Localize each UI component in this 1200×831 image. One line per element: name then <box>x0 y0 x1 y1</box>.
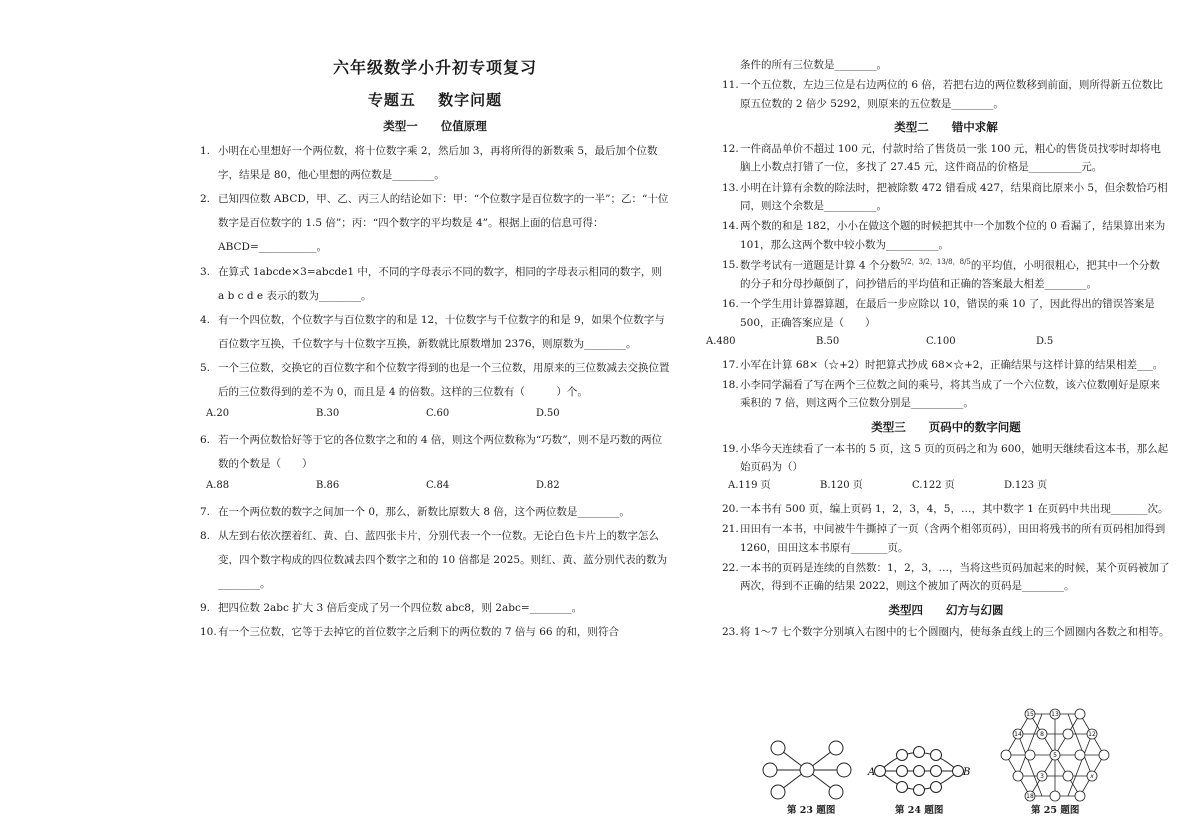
section-heading-2: 类型二 错中求解 <box>894 120 998 135</box>
option-d: D.123 页 <box>1004 480 1048 492</box>
option-c: C.60 <box>426 408 450 420</box>
question-21 <box>722 520 1170 557</box>
question-text: 小明在计算有余数的除法时，把被除数 472 错看成 427，结果商比原来小 5，但余数恰巧相同，则这个余数是__________。 <box>740 181 1168 213</box>
question-number: 22. <box>722 562 739 574</box>
label-a: A <box>868 767 876 778</box>
option-b: B.120 页 <box>820 480 863 492</box>
question-number: 21. <box>722 523 739 536</box>
right-column <box>706 56 1170 643</box>
question-number: 14. <box>722 220 739 233</box>
fig25-unknown: x <box>1090 773 1094 781</box>
fraction-list: 5/2，3/2，13/8，8/5 <box>900 258 971 267</box>
question-15 <box>722 256 1170 293</box>
question-text: 条件的所有三位数是________。 <box>740 59 887 71</box>
option-a: A.480 <box>706 336 736 348</box>
fig25-number: 15 <box>1026 711 1034 719</box>
question-10-continued <box>722 56 1170 74</box>
option-b: B.50 <box>816 336 840 348</box>
question-22 <box>722 559 1170 596</box>
question-number: 3. <box>200 265 211 278</box>
question-5-options <box>206 406 670 422</box>
fig25-number: 13 <box>1051 711 1059 719</box>
figure-25-diagram <box>1000 708 1110 802</box>
question-16 <box>722 295 1170 332</box>
question-6-options <box>206 478 670 494</box>
question-number: 19. <box>722 442 739 455</box>
figure-24-diagram <box>866 738 972 804</box>
fig25-number: 8 <box>1040 731 1044 739</box>
question-number: 10. <box>200 626 217 639</box>
question-text: 把四位数 2abc 扩大 3 倍后变成了另一个四位数 abc8，则 2abc=________。 <box>218 602 583 615</box>
question-1 <box>200 139 670 187</box>
question-text: 一个五位数，左边三位是右边两位的 6 倍，若把右边的两位数移到前面，则所得新五位数比原五位数的 2 倍少 5292，则原来的五位数是________。 <box>740 79 1163 110</box>
page-title: 六年级数学小升初专项复习 <box>332 58 537 77</box>
fig25-number: 12 <box>1088 731 1096 739</box>
left-column <box>200 56 670 645</box>
question-text: 小李同学漏看了写在两个三位数之间的乘号，将其当成了一个六位数，该六位数刚好是原来乘积的 7 倍，则这两个三位数分别是__________。 <box>740 379 1160 410</box>
option-a: A.88 <box>206 480 230 492</box>
section-heading-4: 类型四 幻方与幻圆 <box>888 602 1004 617</box>
figure-23-caption: 第 23 题图 <box>787 805 836 816</box>
option-c: C.100 <box>926 336 956 348</box>
question-13 <box>722 179 1170 216</box>
question-8 <box>200 524 670 596</box>
question-number: 23. <box>722 625 739 638</box>
question-20 <box>722 500 1170 518</box>
question-number: 12. <box>722 142 739 155</box>
question-text: 从左到右依次摆着红、黄、白、蓝四张卡片，分别代表一个一位数。无论白色卡片上的数字怎么变，四个数字构成的四位数减去四个数字之和的 10 倍都是 2025。则红、黄、蓝分别代表的数为________。 <box>218 529 668 591</box>
question-10 <box>200 620 670 644</box>
question-number: 9. <box>200 602 211 615</box>
question-text: 一个学生用计算器算题，在最后一步应除以 10，错误的乘 10 了，因此得出的错误答案是 500，正确答案应是（ ） <box>740 298 1155 329</box>
question-text: 两个数的和是 182，小小在做这个题的时候把其中一个加数个位的 0 看漏了，结果算出来为 101，那么这两个数中较小数为__________。 <box>740 220 1166 251</box>
page-subtitle: 专题五 数字问题 <box>367 90 503 109</box>
question-14 <box>722 217 1170 254</box>
label-b: B <box>963 767 971 778</box>
question-text: 一个三位数，交换它的百位数字和个位数字得到的也是一个三位数，用原来的三位数减去交换位置后的三位数得到的差不为 0，而且是 4 的倍数。这样的三位数有（ ）个。 <box>218 362 670 399</box>
question-7 <box>200 500 670 524</box>
section-heading-3: 类型三 页码中的数字问题 <box>871 419 1021 434</box>
fig25-number: 5 <box>1053 752 1057 760</box>
question-number: 4. <box>200 313 211 326</box>
question-19-options <box>728 478 1170 494</box>
fig25-number: 18 <box>1026 793 1034 801</box>
question-16-options <box>706 334 1170 350</box>
fig25-number: 3 <box>1040 773 1044 781</box>
figure-23-diagram <box>758 740 856 802</box>
question-text: 的平均值，小明很粗心，把其中一个分数的分子和分母抄颠倒了，问抄错后的平均值和正确的答案最大相差________。 <box>740 259 1160 291</box>
question-text: 田田有一本书，中间被牛牛撕掉了一页（含两个相邻页码），田田将残书的所有页码相加得到 1260，田田这本书原有_______页。 <box>740 523 1166 554</box>
question-number: 5. <box>200 362 211 375</box>
question-number: 16. <box>722 298 739 311</box>
question-number: 15. <box>722 259 739 272</box>
question-number: 20. <box>722 502 739 515</box>
question-number: 1. <box>200 144 211 157</box>
question-number: 18. <box>722 379 739 392</box>
question-text: 小华今天连续看了一本书的 5 页，这 5 页的页码之和为 600，她明天继续看这本书，那么起始页码为（） <box>740 442 1169 473</box>
question-11 <box>722 76 1170 113</box>
question-text: 数学考试有一道题是计算 4 个分数 <box>740 259 901 272</box>
question-9 <box>200 596 670 620</box>
question-text: 有一个四位数，个位数字与百位数字的和是 12，十位数字与千位数字的和是 9，如果个位数字与百位数字互换，千位数字与十位数字互换，新数就比原数增加 2376，则原数为________。 <box>218 313 665 350</box>
question-number: 11. <box>722 79 739 92</box>
option-b: B.86 <box>316 480 340 492</box>
option-d: D.82 <box>536 480 560 492</box>
question-text: 在一个两位数的数字之间加一个 0，那么，新数比原数大 8 倍，这个两位数是________。 <box>218 505 630 518</box>
option-c: C.84 <box>426 480 450 492</box>
question-text: 已知四位数 ABCD，甲、乙、丙三人的结论如下：甲：“个位数字是百位数字的一半”；乙：“十位数字是百位数字的 1.5 倍”；丙：“四个数字的平均数是 4”。根据上面的信息可得：ABCD=___________。 <box>218 193 669 254</box>
question-17 <box>722 356 1170 374</box>
question-12 <box>722 140 1170 177</box>
question-number: 13. <box>722 181 739 194</box>
question-text: 在算式 1abcde×3=abcde1 中，不同的字母表示不同的数字，相同的字母表示相同的数字，则 a b c d e 表示的数为________。 <box>218 265 662 302</box>
question-number: 17. <box>722 358 739 371</box>
question-2 <box>200 187 670 259</box>
question-text: 小明在心里想好一个两位数，将十位数字乘 2，然后加 3，再将所得的新数乘 5，最后加个位数字，结果是 80，他心里想的两位数是________。 <box>218 144 658 181</box>
fig25-number: 14 <box>1014 731 1022 739</box>
question-number: 6. <box>200 433 211 446</box>
question-text: 小军在计算 68×（☆+2）时把算式抄成 68×☆+2，正确结果与这样计算的结果相差___。 <box>740 358 1164 371</box>
question-text: 一件商品单价不超过 100 元，付款时给了售货员一张 100 元，粗心的售货员找零时却将电脑上小数点打错了一位，多找了 27.45 元，这件商品的价格是__________元。 <box>740 142 1161 174</box>
question-text: 将 1～7 七个数字分别填入右图中的七个圆圈内，使每条直线上的三个圆圈内各数之和相等。 <box>740 625 1170 638</box>
option-a: A.20 <box>206 408 230 420</box>
question-text: 有一个三位数，它等于去掉它的首位数字之后剩下的两位数的 7 倍与 66 的和，则符合 <box>218 626 619 639</box>
option-d: D.50 <box>536 408 560 420</box>
question-number: 8. <box>200 529 211 542</box>
question-23 <box>722 623 1170 641</box>
question-number: 2. <box>200 193 211 206</box>
question-text: 一本书有 500 页，编上页码 1，2，3，4，5，…，其中数字 1 在页码中共出现_______次。 <box>740 502 1169 515</box>
question-18 <box>722 376 1170 413</box>
question-3 <box>200 260 670 308</box>
option-d: D.5 <box>1036 336 1054 348</box>
option-c: C.122 页 <box>912 480 955 492</box>
question-text: 一本书的页码是连续的自然数：1，2，3，…，当将这些页码加起来的时候，某个页码被加了两次，得到不正确的结果 2022，则这个被加了两次的页码是________。 <box>740 562 1170 593</box>
question-6 <box>200 428 670 476</box>
figure-24-caption: 第 24 题图 <box>895 805 944 816</box>
question-text: 若一个两位数恰好等于它的各位数字之和的 4 倍，则这个两位数称为“巧数”，则不是巧数的两位数的个数是（ ） <box>218 433 663 471</box>
option-a: A.119 页 <box>728 480 771 492</box>
option-b: B.30 <box>316 408 340 420</box>
figure-25-caption: 第 25 题图 <box>1031 805 1080 816</box>
question-4 <box>200 308 670 356</box>
question-5 <box>200 356 670 404</box>
section-heading-1: 类型一 位值原理 <box>383 119 487 134</box>
question-19 <box>722 440 1170 477</box>
question-number: 7. <box>200 505 211 518</box>
